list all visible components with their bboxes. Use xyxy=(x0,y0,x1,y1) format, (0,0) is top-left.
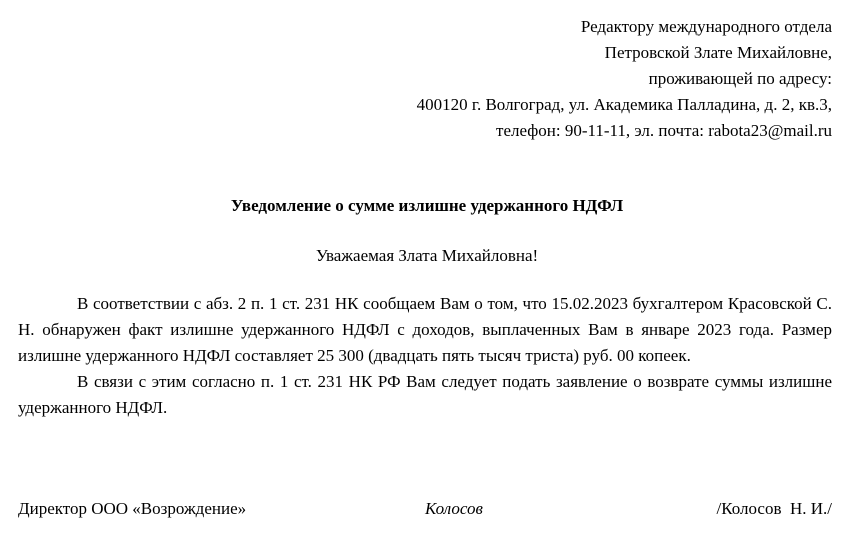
greeting: Уважаемая Злата Михайловна! xyxy=(315,246,539,265)
addressee-line: Петровской Злате Михайловне, xyxy=(604,43,832,62)
signer-name: /Колосов Н. И./ xyxy=(716,499,832,518)
handwritten-signature: Колосов xyxy=(425,499,483,518)
signer-position: Директор ООО «Возрождение» xyxy=(18,499,247,518)
document-title: Уведомление о сумме излишне удержанного НДФЛ xyxy=(230,196,624,215)
body-paragraph: В соответствии с абз. 2 п. 1 ст. 231 НК сообщаем Вам о том, что 15.02.2023 бухгалтером Красовской С. Н. обнаружен факт излишне удержанного НДФЛ с доходов, выплаченных Вам в январе 2023 года. Размер излишне удержанного НДФЛ составляет 25 300 (двадцать пять тысяч триста) руб. 00 копеек. xyxy=(18,294,832,365)
addressee-line: Редактору международного отдела xyxy=(580,17,832,36)
addressee-line: проживающей по адресу: xyxy=(648,69,832,88)
document-body xyxy=(18,291,832,421)
addressee-block xyxy=(417,14,832,144)
addressee-contacts: телефон: 90-11-11, эл. почта: rabota23@mail.ru xyxy=(496,121,832,140)
body-paragraph: В связи с этим согласно п. 1 ст. 231 НК РФ Вам следует подать заявление о возврате суммы излишне удержанного НДФЛ. xyxy=(18,372,832,417)
addressee-address: 400120 г. Волгоград, ул. Академика Палладина, д. 2, кв.3, xyxy=(416,95,832,114)
